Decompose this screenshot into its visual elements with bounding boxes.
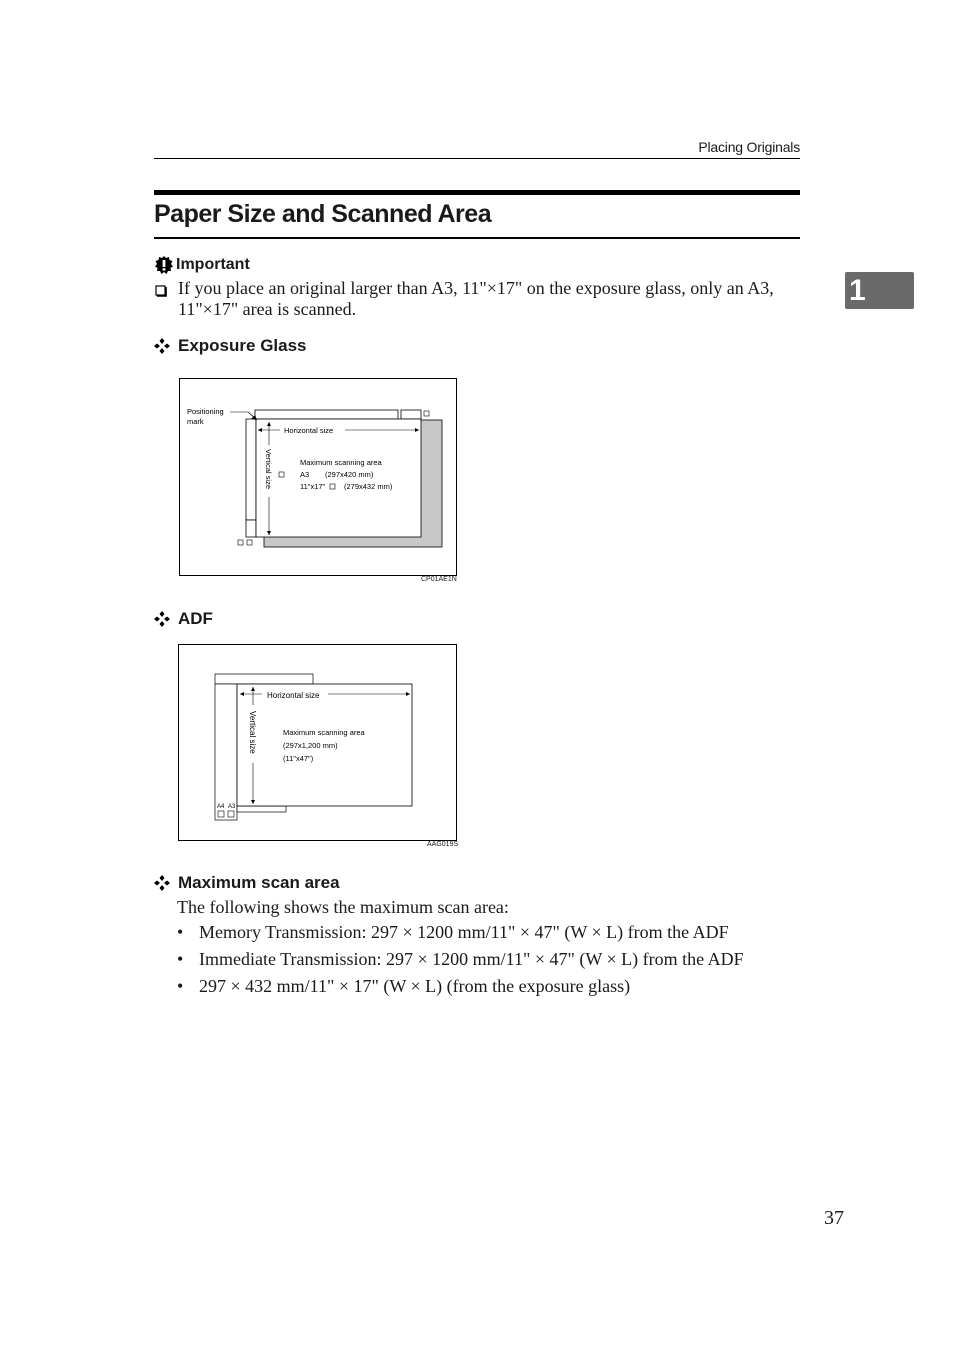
adf-a3-label: A3 <box>228 804 236 810</box>
exposure-glass-figure <box>179 378 457 576</box>
list-item <box>177 948 744 975</box>
page-number: 37 <box>824 1207 844 1229</box>
important-label: Important <box>176 256 250 273</box>
exposure-glass-diagram <box>180 379 456 575</box>
chapter-tab: 1 <box>845 272 914 309</box>
exposure-glass-figure-code: CP01AE1N <box>421 576 457 583</box>
vertical-size-label: Vertical size <box>264 449 273 490</box>
list-item-text: Immediate Transmission: 297 × 1200 mm/11" × 47" (W × L) from the ADF <box>199 949 744 969</box>
adf-diagram <box>179 645 456 840</box>
exposure-glass-heading-text: Exposure Glass <box>178 336 307 355</box>
positioning-mark-label-2: mark <box>187 417 204 426</box>
max-scan-heading-text: Maximum scan area <box>178 873 340 892</box>
adf-figure-code: AAG019S <box>427 841 459 848</box>
letter-size: (279x432 mm) <box>344 482 393 491</box>
max-scan-list <box>177 921 744 1002</box>
important-note <box>154 278 800 320</box>
adf-vertical-size-label: Vertical size <box>248 711 257 754</box>
exposure-glass-heading <box>154 336 307 356</box>
positioning-mark-label-1: Positioning <box>187 407 224 416</box>
adf-figure <box>178 644 457 841</box>
max-scan-heading <box>154 873 340 893</box>
a3-label: A3 <box>300 470 310 479</box>
adf-heading-text: ADF <box>178 609 213 628</box>
horizontal-size-label: Horizontal size <box>284 426 334 435</box>
diamond-bullet-icon <box>154 875 170 891</box>
adf-heading <box>154 609 213 629</box>
diamond-bullet-icon <box>154 338 170 354</box>
list-item-text: Memory Transmission: 297 × 1200 mm/11" × 47" (W × L) from the ADF <box>199 922 729 942</box>
max-scan-area-label: Maximum scanning area <box>300 458 382 467</box>
adf-a4-label: A4 <box>217 804 225 810</box>
title-rule-top <box>154 190 800 195</box>
list-item <box>177 921 744 948</box>
bullet-icon: • <box>177 922 184 942</box>
bullet-icon: • <box>177 976 184 996</box>
adf-size-in: (11"x47") <box>283 754 314 763</box>
max-scan-intro: The following shows the maximum scan area: <box>177 897 509 917</box>
adf-size-mm: (297x1,200 mm) <box>283 741 338 750</box>
a3-size: (297x420 mm) <box>325 470 374 479</box>
important-icon <box>154 255 174 275</box>
title-rule-bottom <box>154 237 800 239</box>
header-rule <box>154 158 800 159</box>
running-header: Placing Originals <box>698 139 800 155</box>
adf-horizontal-size-label: Horizontal size <box>267 691 320 700</box>
letter-label: 11"x17" <box>300 482 326 491</box>
list-item-text: 297 × 432 mm/11" × 17" (W × L) (from the exposure glass) <box>199 976 631 996</box>
diamond-bullet-icon <box>154 611 170 627</box>
checkbox-icon <box>154 283 170 299</box>
adf-max-scan-area-label: Maximum scanning area <box>283 728 365 737</box>
page-title: Paper Size and Scanned Area <box>154 200 492 228</box>
bullet-icon: • <box>177 949 184 969</box>
list-item <box>177 975 744 1002</box>
important-note-text: If you place an original larger than A3, 11"×17" on the exposure glass, only an A3, 11"×17" area is scanned. <box>178 278 774 319</box>
important-heading <box>154 255 250 275</box>
